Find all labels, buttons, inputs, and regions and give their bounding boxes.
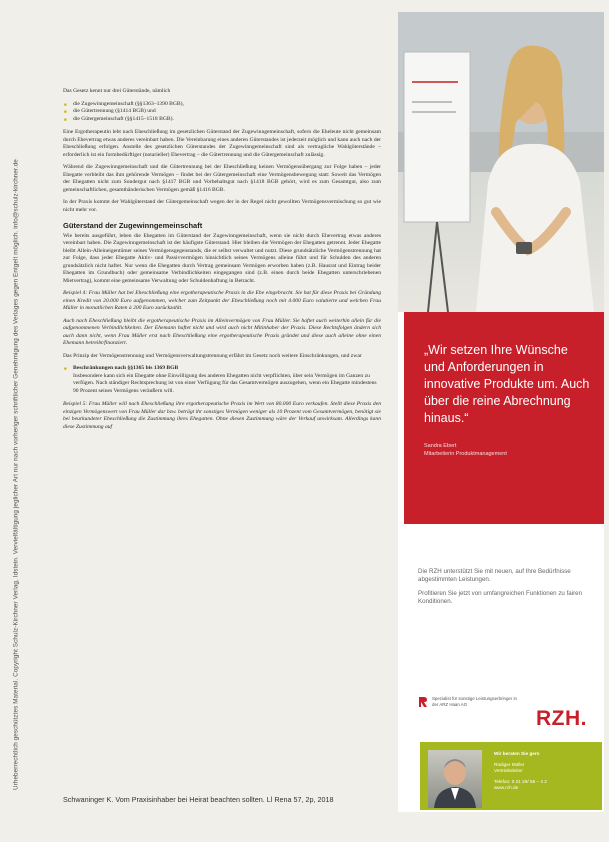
contact-title: Wir beraten Sie gern [494, 751, 540, 756]
ad-quote-box [404, 312, 604, 524]
ad-person [404, 427, 604, 458]
article-body [63, 88, 381, 436]
ad-photo [398, 12, 604, 312]
contact-name: Rüdiger Müller [494, 761, 525, 767]
contact-person-photo [428, 750, 482, 808]
example-4: Beispiel 4: Frau Müller hat bei Eheschließung eine ergotherapeutische Praxis in die Ehe eingebracht. Sie hat für diese Praxis bei Gründung einen Kredit von 20.000 Euro aufgenommen, welcher zum Zeitpunkt der Eheschließung noch mit 4.000 Euro valutierte und welchen Frau Müller in monatlichen Raten à 200 Euro zurückzahlt. [63, 290, 381, 311]
paragraph: Während die Zugewinngemeinschaft und die Gütertrennung bei der Eheschließung keinen Vermögensübergang zur Folge haben – jeder Ehegatte verbleibt das ihm gehörende Vermögen – findet bei der Gütergemeinschaft eine Vermögensbewegung statt: Soweit das Vermögen der Ehegatten nicht zum Sondergut nach §1417 BGB und Vorbehaltsgut nach §1418 BGB gehört, wird es zum Gesamtgut, also zum gemeinschaftlichen, gesamthänderischen Vermögen gemäß §1416 BGB. [63, 164, 381, 193]
ad-person-role: Mitarbeiterin Produktmanagement [424, 450, 507, 457]
list-item: ■ die Gütertrennung (§1414 BGB) und [73, 108, 381, 116]
copyright-notice: Urheberrechtlich geschütztes Material. Copyright Schulz-Kirchner Verlag, Idstein. Vervielfältigung jeglicher Art nur nach vorheriger schriftlicher Genehmigung des Verlages gegen Entgelt möglich. info@schulz-kirchner.de [12, 159, 20, 790]
ad-person-name: Sandra Ebert [424, 443, 457, 449]
man-portrait-illustration [428, 750, 482, 808]
woman-portrait-illustration [398, 12, 604, 312]
contact-website[interactable]: www.rzh.de [494, 785, 519, 790]
contact-phone: Telefon: 0 21 29/ 56 – 4 2 [494, 778, 547, 784]
ad-copy-paragraph: Profitieren Sie jetzt von umfangreichen Funktionen zu fairen Konditionen. [418, 590, 583, 605]
paragraph: Wie bereits ausgeführt, leben die Ehegatten im Güterstand der Zugewinngemeinschaft, wenn sie nicht durch Ehevertrag etwas anderes vereinbart haben. Die Zugewinngemeinschaft ist der häufigste Güterstand. Hier bleiben die Vermögen der Ehegatten getrennt. Jeder Ehegatte bleibt Allein-Alleineigentümer seines Vermögensgegenstands, die er selbst verwaltet und nutzt. Diese grundsätzliche Vermögenstrennung hat zur Folge, dass jeder Ehegatte Aktiv- und Passivvermögen hinsichtlich seines Vermögens alleine führt und für Schulden des anderen grundsätzlich nicht haftet. Nur wenn die Ehegatten durch Vertrag gemeinsam Vermögen erworben haben (z.B. Hausrat und Eintrag beider Ehegatten im Grundbuch) oder gemeinsame Verbindlichkeiten eingegangen sind (z.B. einen durch beide Ehegatten unterschriebenen Mietvertrag), kommt eine gemeinsame Verwaltung oder Schuldenhaftung in Betracht. [63, 232, 381, 284]
contact-role: Vertriebsleiter [494, 768, 523, 773]
ad-copy [418, 568, 588, 612]
example-4-continued: Auch nach Eheschließung bleibt die ergotherapeutische Praxis im Alleinvermögen von Frau Müller. Sie haftet auch weiterhin allein für die aufgenommenen Verbindlichkeiten. Der Ehemann haftet nicht und wird auch nicht Mitinhaber der Praxis. Diese Rechtsfolgen ändern sich auch dann nicht, wenn Frau Müller erst nach Eheschließung eine ergotherapeutische Praxis gründet und diese auch alleine ohne einen Ehemann betreibt/finanziert. [63, 317, 381, 346]
paragraph: In der Praxis kommt der Wahlgüterstand der Gütergemeinschaft wegen der in der Regel nicht gewollten Vermögensvermischung so gut wie nicht mehr vor. [63, 199, 381, 213]
list-item-body: Insbesondere kann sich ein Ehegatte ohne Einwilligung des anderen Ehegatten nicht verpflichten, über sein Vermögen im Ganzen zu verfügen. Nach ständiger Rechtsprechung ist von einer Verfügung für das Gesamtvermögen auszugehen, wenn ein Ehegatte mindestens 90 Prozent seines Vermögens veräußern will. [73, 372, 377, 394]
ad-contact-box [420, 742, 602, 810]
list-item-heading: Beschränkungen nach §§1365 bis 1369 BGB [73, 365, 179, 371]
list-item [73, 365, 381, 395]
ad-quote: „Wir setzen Ihre Wünsche und Anforderungen in innovative Produkte um. Auch über die reine Abrechnung hinaus.“ [424, 343, 590, 425]
rzh-logo: RZH. [536, 707, 587, 730]
paragraph: Eine Ergotherapeutin lebt nach Eheschließung im gesetzlichen Güterstand der Zugewinngemeinschaft, sofern die Eheleute nicht gemeinsam durch Ehevertrag etwas anderes vereinbart haben. Die Vereinbarung eines anderen Güterstandes ist jederzeit möglich und kann auch nach der Eheschließung erfolgen. Anstelle des gesetzlichen Güterstandes der Zugewinngemeinschaft sind als vertragliche Wahlgüterstände – erforderlich ist ein formbedürftiger (notarieller) Ehevertrag – die Gütertrennung und die Gütergemeinschaft zulässig. [63, 129, 381, 158]
example-5: Beispiel 5: Frau Müller will nach Eheschließung ihre ergotherapeutische Praxis im Wert von 80.000 Euro verkaufen. Stellt diese Praxis den einzigen Vermögenswert von Frau Müller dar bzw. beträgt ihr sonstiges Vermögen weniger als 10 Prozent vom Gesamtvermögen, benötigt sie bei beurkundeter Eheschließung die Zustimmung ihres Ehegatten. Ohne diesen Zustimmung wäre der Verkauf unwirksam. Allerdings kann diese Zustimmung auf [63, 401, 381, 430]
section-heading: Güterstand der Zugewinngemeinschaft [63, 221, 203, 230]
intro-paragraph: Das Gesetz kennt nur drei Güterstände, nämlich [63, 88, 171, 94]
ad-copy-paragraph: Die RZH unterstützt Sie mit neuen, auf Ihre Bedürfnisse abgestimmten Leistungen. [418, 568, 571, 583]
property-regimes-list [63, 101, 381, 124]
advertisement [398, 12, 604, 812]
list-item: ■ die Zugewinngemeinschaft (§§1363–1390 BGB), [73, 101, 381, 109]
ad-brand-tagline: Spezialist für sonstige Leistungserbringer in der ARZ Haan AG [432, 696, 517, 707]
page-footer: Schwaninger K. Vom Praxisinhaber bei Heirat beachten sollten. Ll Rena 57, 2p, 2018 [63, 795, 334, 804]
restrictions-list [63, 365, 381, 395]
list-item: ■ die Gütergemeinschaft (§§1415–1518 BGB). [73, 116, 381, 124]
ad-contact-details [494, 751, 598, 792]
paragraph: Das Prinzip der Vermögenstrennung und Vermögensverwaltungstrennung erfährt im Gesetz noch weitere Einschränkungen, und zwar [63, 352, 362, 359]
